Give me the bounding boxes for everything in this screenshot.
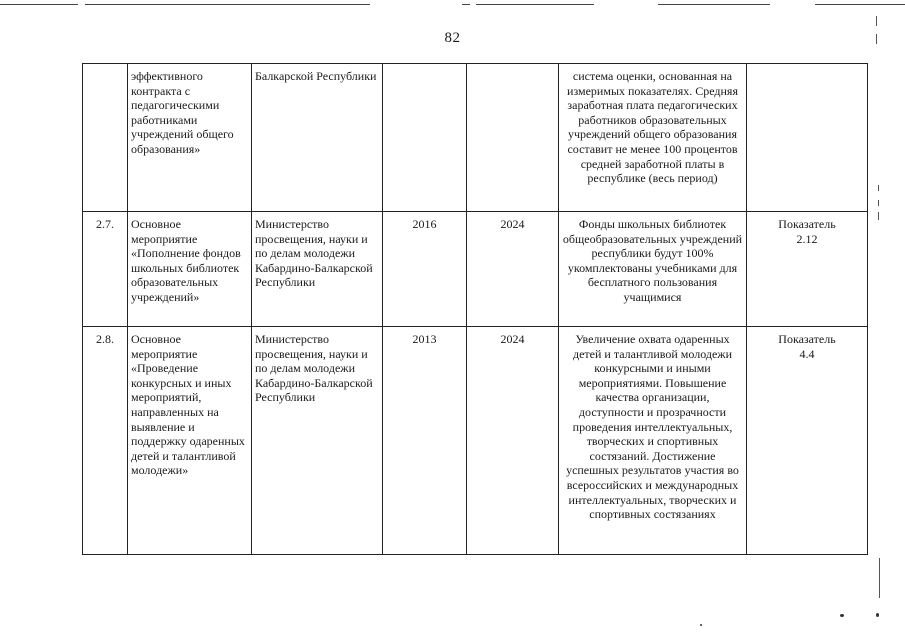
start-year: 2013 [383,327,467,555]
indicator-cell [747,212,868,327]
indicator-cell [747,64,868,212]
scan-artifact-line [658,4,770,5]
scan-artifact-line [0,4,78,5]
responsible-executor: Министерство просвещения, науки и по делам молодежи Кабардино-Балкарской Республики [252,327,383,555]
end-year: 2024 [467,327,559,555]
scan-artifact-dot [876,613,879,617]
scan-artifact-tick [876,16,877,26]
end-year: 2024 [467,212,559,327]
expected-result: система оценки, основанная на измеримых показателях. Средняя заработная плата педагогических работников образовательных учреждений общего образования составит не менее 100 процентов средней заработной платы в республике (весь период) [559,64,747,212]
scan-artifact-tick [879,558,880,598]
program-activities-table [82,63,868,555]
expected-result: Фонды школьных библиотек общеобразовательных учреждений республики будут 100% укомплектованы учебниками для бесплатного пользования учащимися [559,212,747,327]
scan-artifact-dot [840,614,844,617]
indicator-value: 4.4 [799,346,815,361]
row-number: 2.7. [83,212,128,327]
scan-artifact-tick [878,185,879,191]
expected-result: Увеличение охвата одаренных детей и талантливой молодежи конкурсными и иными мероприятиями. Повышение качества организации, доступности и прозрачности проведения интеллектуальных, творческих и спортивных состязаний. Достижение успешных результатов участия во всероссийских и международных интеллектуальных, творческих и спортивных состязаниях [559,327,747,555]
indicator-value: 2.12 [796,231,818,246]
table-row [83,327,868,555]
scan-artifact-line [815,4,905,5]
scan-artifact-line [476,4,594,5]
scan-artifact-tick [878,212,879,220]
indicator-label: Показатель [778,332,836,346]
row-number: 2.8. [83,327,128,555]
activity-name: Основное мероприятие «Проведение конкурсных и иных мероприятий, направленных на выявление и поддержку одаренных детей и талантливой молодежи» [128,327,252,555]
scan-artifact-dot [700,624,702,626]
end-year [467,64,559,212]
indicator-cell [747,327,868,555]
table-row [83,212,868,327]
responsible-executor: Балкарской Республики [252,64,383,212]
responsible-executor: Министерство просвещения, науки и по делам молодежи Кабардино-Балкарской Республики [252,212,383,327]
activity-name: эффективного контракта с педагогическими работниками учреждений общего образования» [128,64,252,212]
row-number [83,64,128,212]
table-row [83,64,868,212]
activity-name: Основное мероприятие «Пополнение фондов школьных библиотек образовательных учреждений» [128,212,252,327]
scan-artifact-tick [878,200,879,206]
scan-artifact-line [85,4,370,5]
start-year: 2016 [383,212,467,327]
page-number: 82 [444,30,461,46]
indicator-label: Показатель [778,217,836,231]
start-year [383,64,467,212]
scan-artifact-line [462,4,470,5]
